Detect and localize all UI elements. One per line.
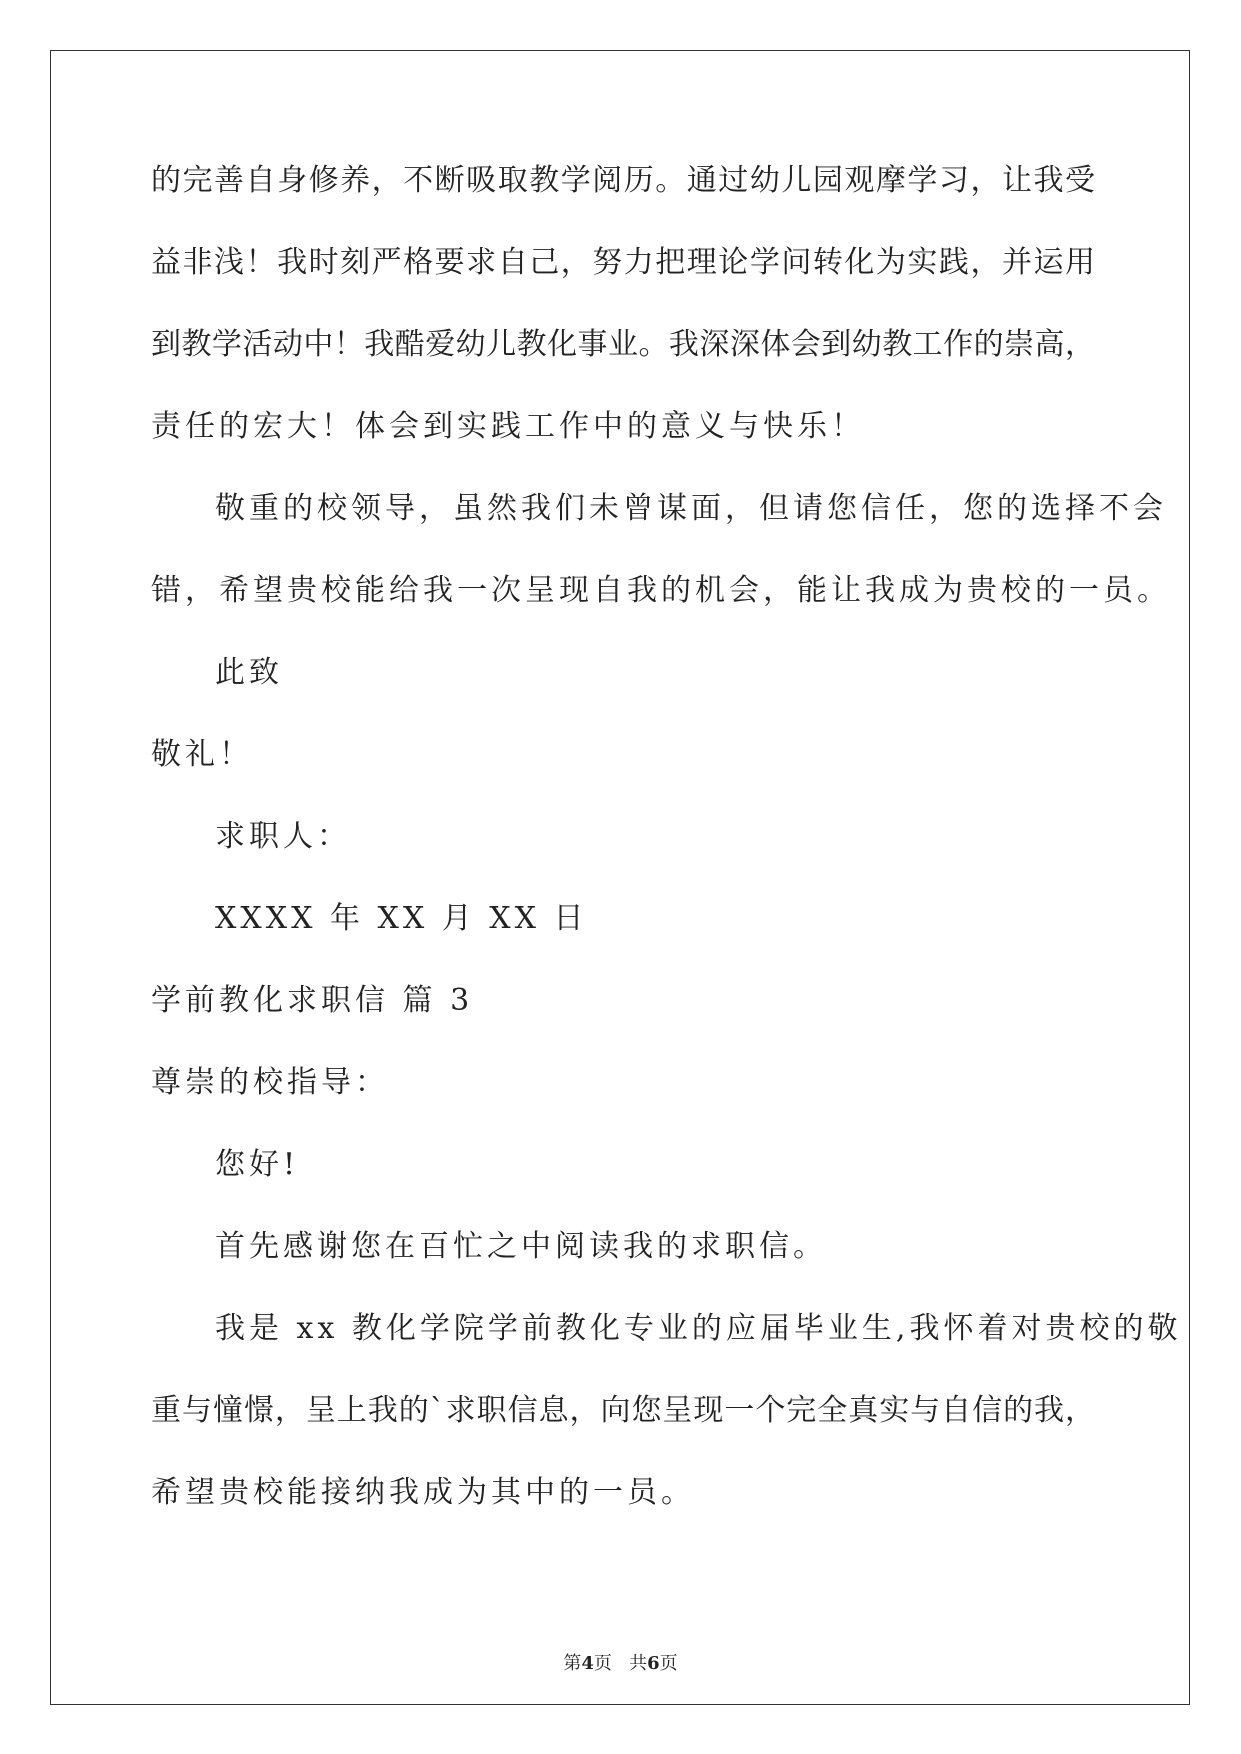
paragraph-line: 责任的宏大！体会到实践工作中的意义与快乐！ (151, 409, 865, 444)
paragraph-line: 重与憧憬，呈上我的`求职信息，向您呈现一个完全真实与自信的我， (151, 1393, 1095, 1428)
paragraph-line: 希望贵校能接纳我成为其中的一员。 (151, 1475, 695, 1510)
page-number-footer (0, 1652, 1241, 1676)
paragraph-line: 首先感谢您在百忙之中阅读我的求职信。 (215, 1229, 827, 1264)
footer-current-page: 4 (581, 1653, 594, 1674)
closing-line: 此致 (215, 655, 283, 690)
footer-prefix: 第 (563, 1653, 582, 1674)
paragraph-line: 敬重的校领导，虽然我们未曾谋面，但请您信任，您的选择不会 (215, 491, 1167, 526)
greeting-line: 您好! (215, 1147, 300, 1182)
paragraph-line: 我是 xx 教化学院学前教化专业的应届毕业生,我怀着对贵校的敬 (215, 1311, 1182, 1346)
date-line: XXXX 年 XX 月 XX 日 (215, 901, 588, 936)
applicant-line: 求职人： (215, 819, 351, 854)
footer-middle: 页 共 (593, 1653, 648, 1674)
paragraph-line: 错，希望贵校能给我一次呈现自我的机会，能让我成为贵校的一员。 (151, 573, 1171, 608)
letter-body (151, 160, 1182, 1554)
paragraph-line: 到教学活动中！我酷爱幼儿教化事业。我深深体会到幼教工作的崇高， (151, 327, 1095, 362)
footer-total-pages: 6 (647, 1653, 660, 1674)
paragraph-line: 益非浅！我时刻严格要求自己，努力把理论学问转化为实践，并运用 (151, 245, 1095, 280)
section-heading: 学前教化求职信 篇 3 (151, 983, 474, 1018)
greeting-line: 尊崇的校指导： (151, 1065, 389, 1100)
salutation-line: 敬礼！ (151, 737, 253, 772)
paragraph-line: 的完善自身修养，不断吸取教学阅历。通过幼儿园观摩学习，让我受 (151, 163, 1095, 198)
footer-suffix: 页 (659, 1653, 678, 1674)
